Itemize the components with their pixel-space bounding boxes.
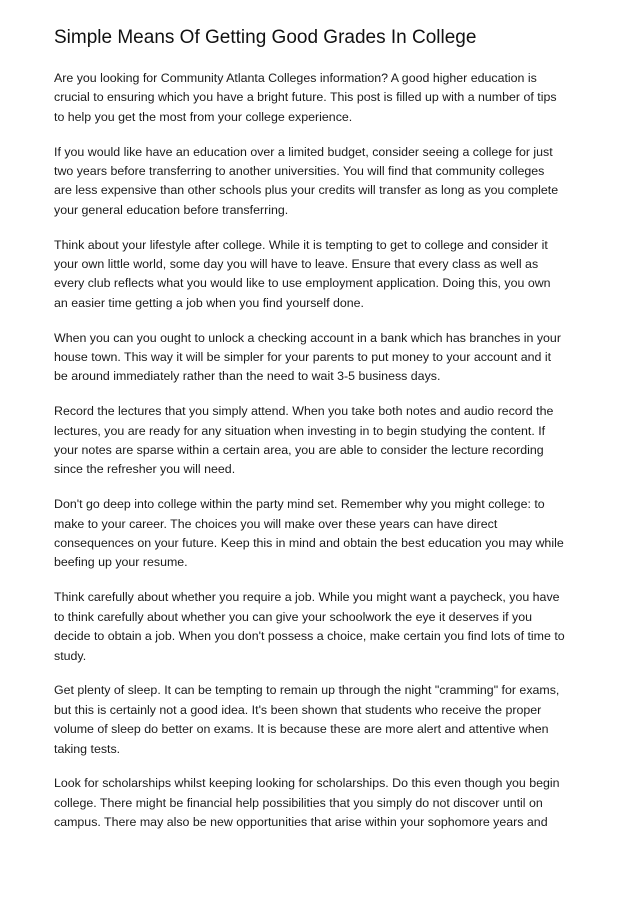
text-line: to think carefully about whether you can give your schoolwork the eye it deserves if you [54,609,532,624]
text-line: college. There might be financial help possibilities that you simply do not discover until on [54,795,543,810]
text-line: Don't go deep into college within the party mind set. Remember why you might college: to [54,497,545,512]
text-line: an easier time getting a job when you find yourself done. [54,295,364,310]
document-title: Simple Means Of Getting Good Grades In College [54,27,477,48]
text-line: study. [54,648,87,663]
text-line: Think carefully about whether you require a job. While you might want a paycheck, you have [54,590,560,605]
text-line: every club reflects what you would like to use employment application. Doing this, you own [54,276,551,291]
paragraph-1 [54,69,592,127]
text-line: consequences on your future. Keep this in mind and obtain the best education you may while [54,536,564,551]
text-line: but this is certainly not a good idea. It's been shown that students who receive the proper [54,702,542,717]
text-line: your general education before transferring. [54,202,289,217]
text-line: Get plenty of sleep. It can be tempting to remain up through the night "cramming" for exams, [54,683,560,698]
text-line: taking tests. [54,741,121,756]
text-line: volume of sleep do better on exams. It is because these are more alert and attentive when [54,722,549,737]
text-line: Look for scholarships whilst keeping looking for scholarships. Do this even though you begin [54,776,560,791]
paragraph-4 [54,329,592,387]
text-line: to help you get the most from your college experience. [54,109,353,124]
text-line: are less expensive than other schools plus your credits will transfer as long as you complete [54,183,559,198]
text-line: campus. There may also be new opportunities that arise within your sophomore years and [54,815,548,830]
text-line: two years before transferring to another universities. You will find that community colleges [54,164,545,179]
paragraph-3 [54,236,592,314]
paragraph-5 [54,402,592,480]
text-line: lectures, you are ready for any situation when investing in to begin studying the content. If [54,423,546,438]
text-line: When you can you ought to unlock a checking account in a bank which has branches in your [54,330,561,345]
text-line: Are you looking for Community Atlanta Colleges information? A good higher education is [54,71,537,85]
document-page [54,26,592,848]
text-line: crucial to ensuring which you have a bright future. This post is filled up with a number of tips [54,90,557,105]
text-line: Think about your lifestyle after college. While it is tempting to get to college and consider it [54,237,548,252]
text-line: your own little world, some day you will have to leave. Ensure that every class as well as [54,257,539,272]
text-line: Record the lectures that you simply attend. When you take both notes and audio record the [54,404,554,419]
text-line: beefing up your resume. [54,555,188,570]
text-line: If you would like have an education over a limited budget, consider seeing a college for just [54,144,553,159]
document-body [54,69,592,833]
paragraph-2 [54,143,592,221]
text-line: make to your career. The choices you will make over these years can have direct [54,516,498,531]
text-line: house town. This way it will be simpler for your parents to put money to your account and it [54,350,552,365]
text-line: be around immediately rather than the need to wait 3-5 business days. [54,369,441,384]
text-line: since the refresher you will need. [54,462,236,477]
text-line: your notes are sparse within a certain area, you are able to consider the lecture recording [54,443,544,458]
paragraph-7 [54,588,592,666]
paragraph-8 [54,681,592,759]
paragraph-9 [54,774,592,832]
text-line: decide to obtain a job. When you don't possess a choice, make certain you find lots of time to [54,629,565,644]
paragraph-6 [54,495,592,573]
